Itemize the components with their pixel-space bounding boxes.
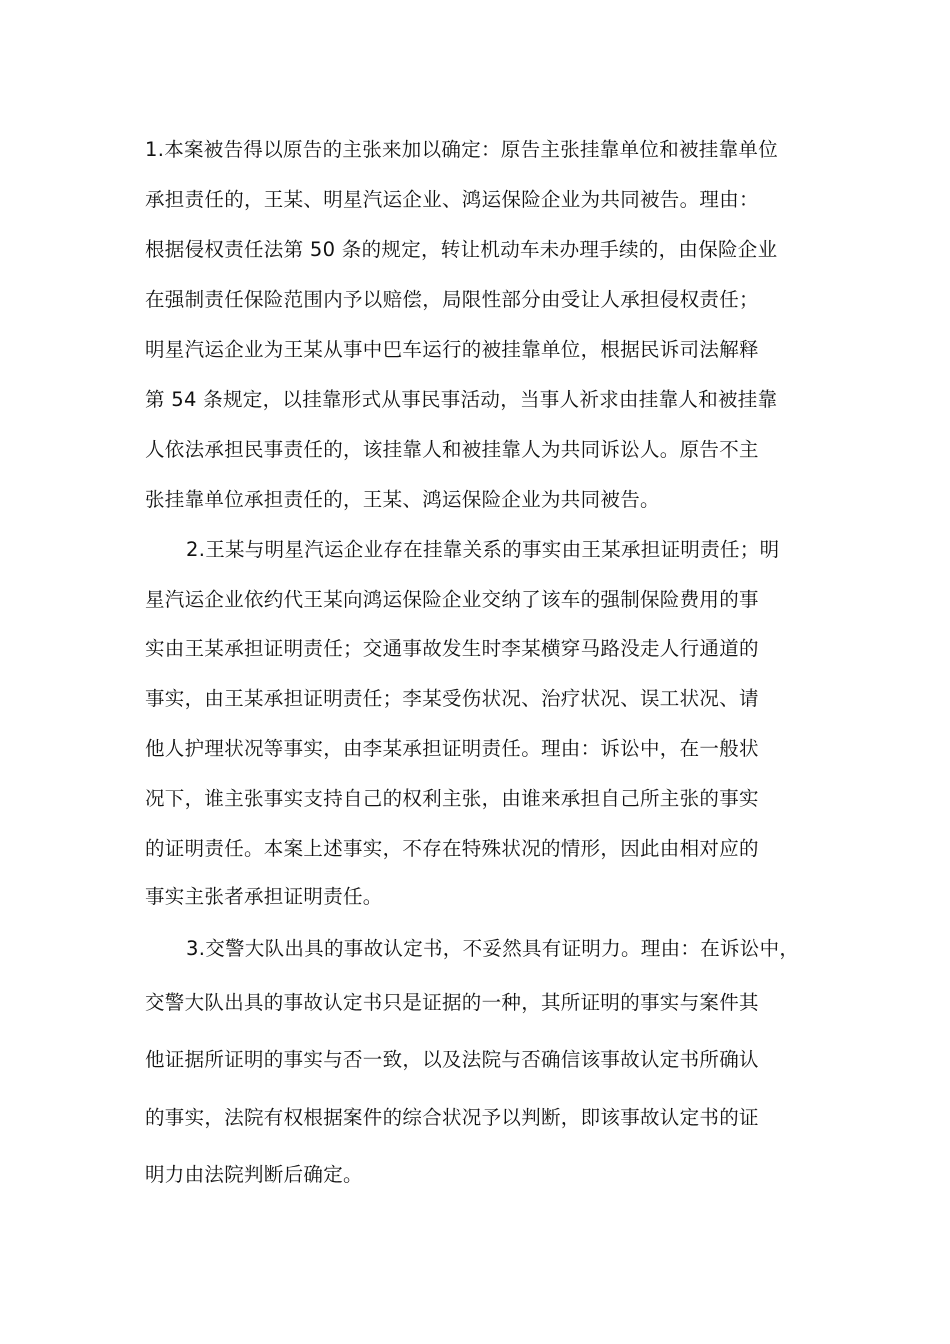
paragraph-3-line-4: 的事实，法院有权根据案件的综合状况予以判断，即该事故认定书的证 [145,1106,759,1129]
paragraph-1-line-5: 明星汽运企业为王某从事中巴车运行的被挂靠单位，根据民诉司法解释 [145,338,759,361]
paragraph-1-line-8: 张挂靠单位承担责任的，王某、鸿运保险企业为共同被告。 [145,488,660,511]
paragraph-2-line-4: 事实，由王某承担证明责任；李某受伤状况、治疗状况、误工状况、请 [145,687,759,710]
paragraph-1-line-6: 第 54 条规定，以挂靠形式从事民事活动，当事人祈求由挂靠人和被挂靠 [145,388,778,411]
paragraph-2-line-3: 实由王某承担证明责任；交通事故发生时李某横穿马路没走人行通道的 [145,637,759,660]
paragraph-3-line-3: 他证据所证明的事实与否一致，以及法院与否确信该事故认定书所确认 [145,1048,759,1071]
paragraph-2-line-8: 事实主张者承担证明责任。 [145,885,383,908]
paragraph-3-line-1: 3.交警大队出具的事故认定书，不妥然具有证明力。理由：在诉讼中， [186,937,800,960]
paragraph-1-line-1: 1.本案被告得以原告的主张来加以确定：原告主张挂靠单位和被挂靠单位 [145,138,779,161]
paragraph-1-line-2: 承担责任的，王某、明星汽运企业、鸿运保险企业为共同被告。理由： [145,188,759,211]
paragraph-2-line-1: 2.王某与明星汽运企业存在挂靠关系的事实由王某承担证明责任；明 [186,538,780,561]
paragraph-1-line-3: 根据侵权责任法第 50 条的规定，转让机动车未办理手续的，由保险企业 [145,238,778,261]
paragraph-1-line-4: 在强制责任保险范围内予以赔偿，局限性部分由受让人承担侵权责任； [145,288,759,311]
paragraph-2-line-2: 星汽运企业依约代王某向鸿运保险企业交纳了该车的强制保险费用的事 [145,588,759,611]
paragraph-3-line-2: 交警大队出具的事故认定书只是证据的一种，其所证明的事实与案件其 [145,991,759,1014]
paragraph-2-line-7: 的证明责任。本案上述事实，不存在特殊状况的情形，因此由相对应的 [145,837,759,860]
paragraph-2-line-6: 况下，谁主张事实支持自己的权利主张，由谁来承担自己所主张的事实 [145,787,759,810]
paragraph-2-line-5: 他人护理状况等事实，由李某承担证明责任。理由：诉讼中，在一般状 [145,737,759,760]
paragraph-1-line-7: 人依法承担民事责任的，该挂靠人和被挂靠人为共同诉讼人。原告不主 [145,438,759,461]
paragraph-3-line-5: 明力由法院判断后确定。 [145,1163,363,1186]
